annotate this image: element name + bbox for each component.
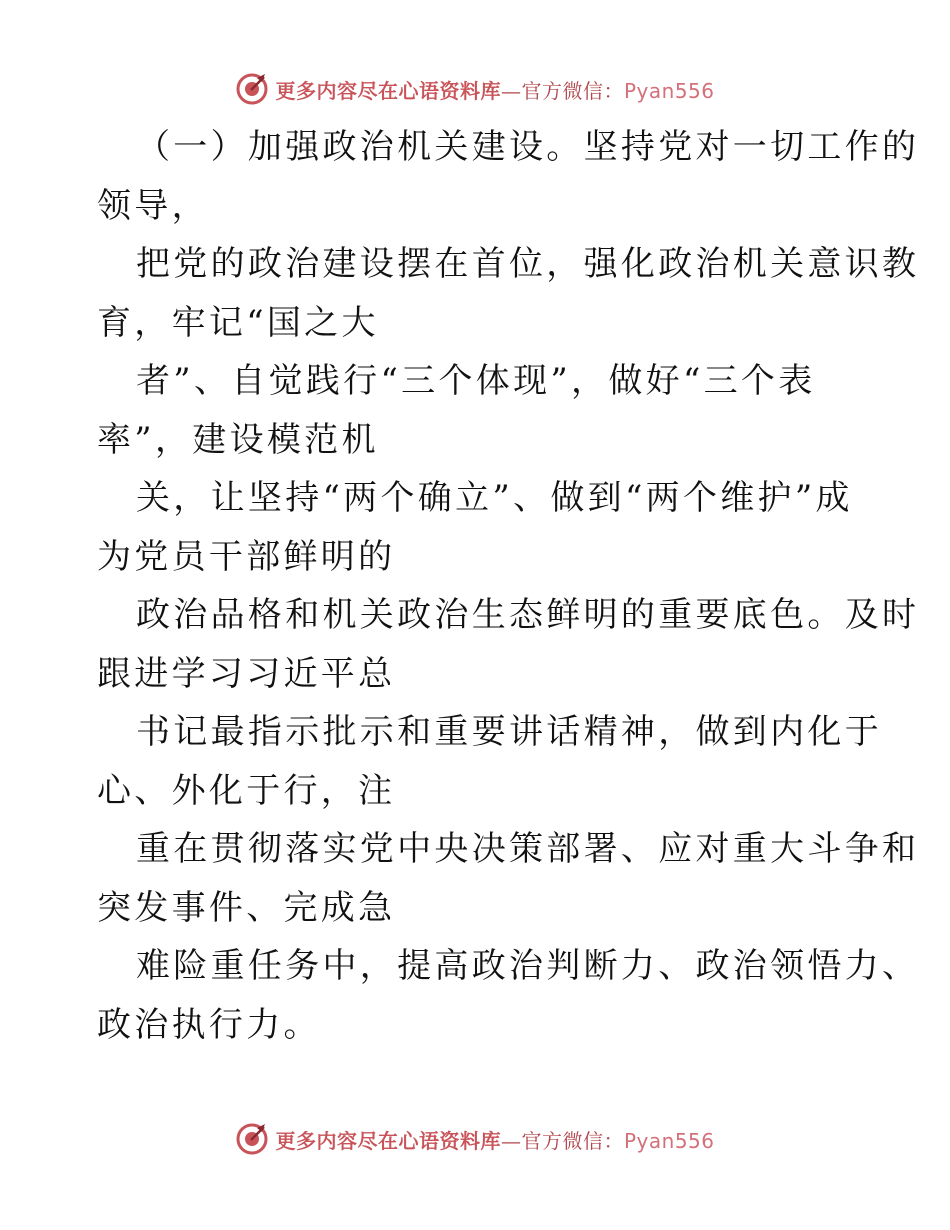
text-line: 育，牢记“国之大 <box>97 302 379 343</box>
text-line: 关，让坚持“两个确立”、做到“两个维护”成 <box>136 478 853 518</box>
watermark-dash: — <box>500 1128 522 1153</box>
text-line: 率”，建设模范机 <box>97 419 379 460</box>
text-line: 领导， <box>97 185 209 226</box>
text-line: 难险重任务中，提高政治判断力、政治领悟力、 <box>136 946 920 986</box>
watermark-dash: — <box>500 78 522 103</box>
watermark-text <box>275 1125 714 1154</box>
watermark-text <box>275 75 714 104</box>
text-line: 跟进学习习近平总 <box>97 653 396 694</box>
footer-watermark <box>0 1122 950 1156</box>
watermark-wechat-id: Pyan556 <box>623 1128 715 1153</box>
header-watermark <box>0 72 950 106</box>
watermark-brand: 更多内容尽在心语资料库 <box>275 1128 501 1153</box>
document-body <box>97 118 920 1054</box>
text-line: 突发事件、完成急 <box>97 887 396 928</box>
text-line: 政治品格和机关政治生态鲜明的重要底色。及时 <box>136 595 920 635</box>
text-line: 心、外化于行，注 <box>97 770 396 811</box>
text-line: 书记最指示批示和重要讲话精神，做到内化于 <box>136 712 882 752</box>
text-line: 为党员干部鲜明的 <box>97 536 396 577</box>
watermark-wechat-id: Pyan556 <box>623 78 715 103</box>
text-line: （一）加强政治机关建设。坚持党对一切工作的 <box>136 127 920 167</box>
watermark-wechat-label: 官方微信： <box>521 78 624 103</box>
watermark-wechat-label: 官方微信： <box>521 1128 624 1153</box>
text-line: 把党的政治建设摆在首位，强化政治机关意识教 <box>136 244 920 284</box>
text-line: 者”、自觉践行“三个体现”，做好“三个表 <box>136 361 816 401</box>
watermark-brand: 更多内容尽在心语资料库 <box>275 78 501 103</box>
brand-logo-icon <box>235 72 269 106</box>
text-line: 政治执行力。 <box>97 1004 321 1045</box>
brand-logo-icon <box>235 1122 269 1156</box>
text-line: 重在贯彻落实党中央决策部署、应对重大斗争和 <box>136 829 920 869</box>
